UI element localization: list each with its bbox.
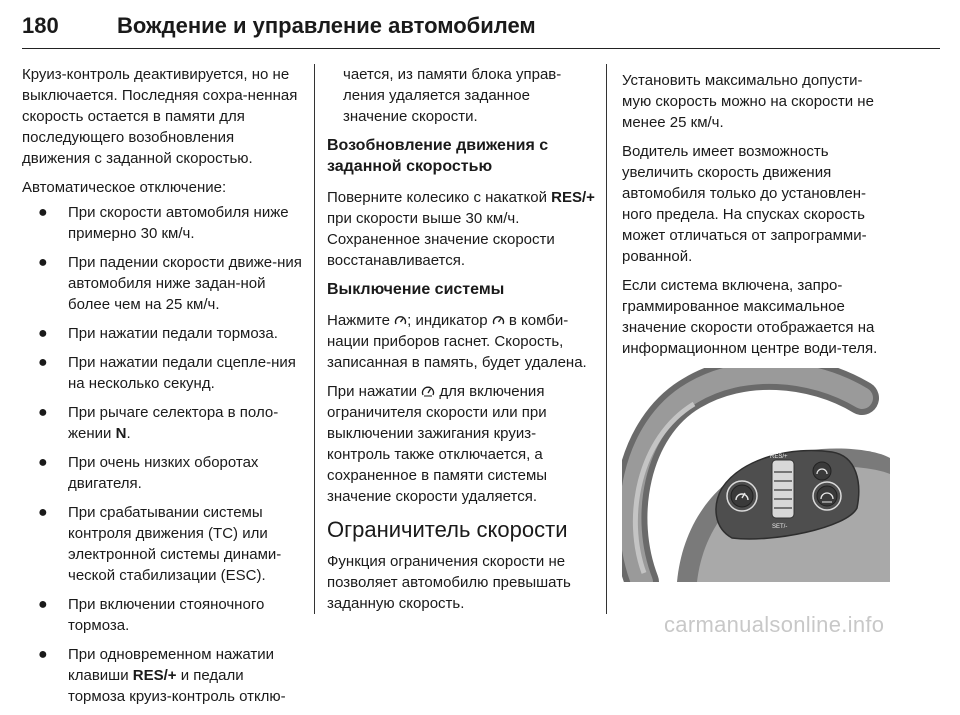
column-1 bbox=[22, 64, 302, 715]
paragraph-limiter-desc: Функция ограничения скорости не позволяет автомобилю превышать заданную скорость. bbox=[327, 553, 571, 612]
list-item: ● При срабатывании системы контроля движения (TC) или электронной системы динами-ческой стабилизации (ESC). bbox=[38, 504, 282, 584]
list-item: ● При нажатии педали сцепле-ния на несколько секунд. bbox=[38, 354, 296, 392]
heading-resume: Возобновление движения с заданной скоростью bbox=[327, 137, 549, 175]
continuation-text: чается, из памяти блока управ-ления удаляется заданное значение скорости. bbox=[343, 66, 562, 125]
cruise-control-icon bbox=[492, 315, 505, 326]
list-item: ● При рычаге селектора в поло-жении N. bbox=[38, 404, 279, 442]
bullet-icon: ● bbox=[38, 596, 48, 613]
column-2 bbox=[327, 64, 597, 622]
heading-speed-limiter: Ограничитель скорости bbox=[327, 517, 568, 542]
bullet-icon: ● bbox=[38, 504, 48, 521]
cruise-control-icon bbox=[394, 315, 407, 326]
column-divider-1 bbox=[314, 64, 315, 614]
paragraph-min-speed: Установить максимально допусти-мую скорость можно на скорости не менее 25 км/ч. bbox=[622, 72, 874, 131]
res-plus-key: RES/+ bbox=[551, 189, 595, 206]
list-item: ● При включении стояночного тормоза. bbox=[38, 596, 265, 634]
bullet-icon: ● bbox=[38, 454, 48, 471]
page-title: Вождение и управление автомобилем bbox=[117, 13, 536, 38]
gear-letter: N bbox=[115, 425, 127, 442]
heading-system-off: Выключение системы bbox=[327, 281, 505, 298]
header-divider bbox=[22, 48, 940, 49]
watermark: carmanualsonline.info bbox=[664, 612, 885, 637]
paragraph-limiter-press: При нажатии для включения ограничителя скорости или при выключении зажигания круиз-контроль также отключается, а сохраненное в памяти системы значение скорости удаляется. bbox=[327, 383, 548, 505]
res-plus-key: RES/+ bbox=[132, 667, 177, 684]
speed-limiter-icon bbox=[421, 385, 435, 397]
bullet-icon: ● bbox=[38, 646, 48, 663]
paragraph-deactivation: Круиз-контроль деактивируется, но не выключается. Последняя сохра-ненная скорость остается в памяти для последующего возобновления движения с заданной скоростью. bbox=[22, 66, 298, 167]
column-divider-2 bbox=[606, 64, 607, 614]
steering-wheel-illustration bbox=[622, 368, 890, 582]
list-item: ● При очень низких оборотах двигателя. bbox=[38, 454, 259, 492]
column-3 bbox=[622, 70, 890, 400]
wheel-label-res: RES/+ bbox=[770, 454, 788, 460]
bullet-icon: ● bbox=[38, 254, 48, 271]
paragraph-system-off: Нажмите ; индикатор в комби-нации приборов гаснет. Скорость, записанная в память, будет удалена. bbox=[327, 312, 587, 371]
bullet-icon: ● bbox=[38, 204, 48, 221]
auto-off-list bbox=[22, 202, 302, 707]
paragraph-resume: Поверните колесико с накаткой RES/+ при скорости выше 30 км/ч. Сохраненное значение скорости восстанавливается. bbox=[327, 189, 595, 269]
auto-off-label: Автоматическое отключение: bbox=[22, 179, 227, 196]
bullet-icon: ● bbox=[38, 404, 48, 421]
page-header bbox=[22, 6, 940, 50]
wheel-label-set: SET/- bbox=[772, 524, 788, 530]
list-item: ● При одновременном нажатии клавиши RES/+ и педали тормоза круиз-контроль отклю- bbox=[38, 646, 286, 705]
list-item: ● При нажатии педали тормоза. bbox=[38, 325, 278, 342]
bullet-icon: ● bbox=[38, 354, 48, 371]
list-item: ● При скорости автомобиля ниже примерно 30 км/ч. bbox=[38, 204, 289, 242]
page-number: 180 bbox=[22, 13, 59, 38]
bullet-icon: ● bbox=[38, 325, 48, 342]
list-item: ● При падении скорости движе-ния автомобиля ниже задан-ной более чем на 25 км/ч. bbox=[38, 254, 302, 313]
paragraph-limit: Водитель имеет возможность увеличить скорость движения автомобиля только до установлен-ного предела. На спусках скорость может отличаться от запрограмми-рованной. bbox=[622, 143, 867, 265]
paragraph-display: Если система включена, запро-граммированное максимальное значение скорости отображается на информационном центре води-теля. bbox=[622, 277, 878, 357]
